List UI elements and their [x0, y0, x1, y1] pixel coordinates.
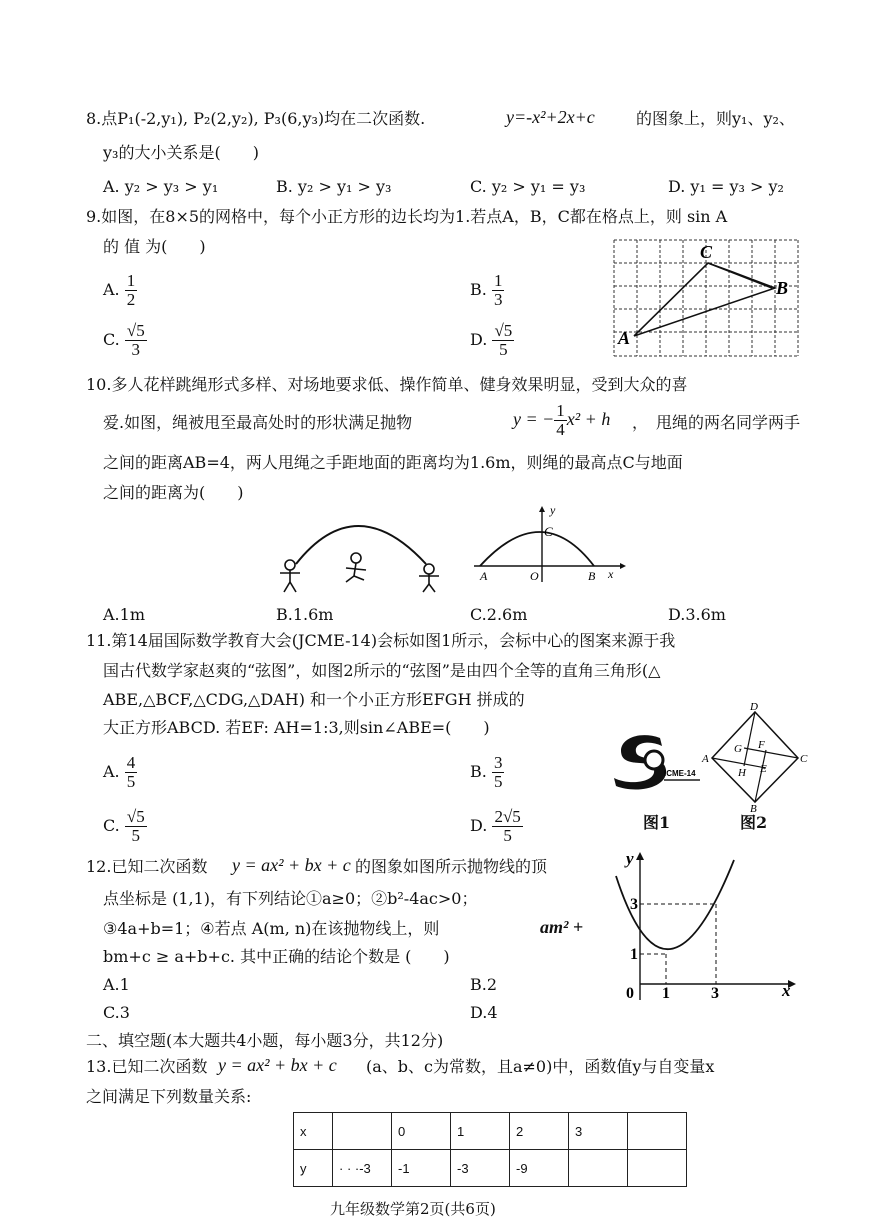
q9-line2: 的 值 为( )	[103, 237, 206, 256]
q10-label-o: O	[530, 569, 539, 583]
q11-option-c: C. $\frac{√5}{5}$	[103, 807, 145, 845]
q8-formula: y=-x²+2x+c	[506, 107, 595, 127]
zhao-shuang-diagram	[700, 700, 810, 815]
table-row	[294, 1150, 687, 1187]
q10-label-c: C	[544, 524, 553, 539]
q10-label-a: A	[480, 569, 488, 583]
q9-line1: 9.如图，在8×5的网格中，每个小正方形的边长均为1.若点A，B，C都在格点上，则 sin A	[86, 207, 728, 226]
q11-option-d: D. $\frac{2√5}{5}$	[470, 807, 521, 845]
table-row	[294, 1113, 687, 1150]
q13-formula: y = ax² + bx + c	[218, 1055, 337, 1075]
q12-label-x1: 1	[662, 985, 670, 1002]
q10-line4: 之间的距离为( )	[103, 483, 244, 502]
table-cell: 0	[392, 1113, 451, 1150]
q11-line1: 11.第14届国际数学教育大会(JCME-14)会标如图1所示，会标中心的图案来源于我	[86, 631, 676, 650]
q8-text-b: 的图象上，则y₁、y₂、	[636, 109, 795, 128]
q12-line3: ③4a+b=1；④若点 A(m, n)在该抛物线上，则	[103, 919, 440, 938]
fig2-label-f: F	[758, 739, 765, 751]
q12-label-origin: 0	[626, 985, 634, 1002]
q10-option-a: A.1m	[103, 605, 145, 624]
q10-option-c: C.2.6m	[470, 605, 528, 624]
page-footer: 九年级数学第2页(共6页)	[330, 1200, 496, 1218]
q11-line4: 大正方形ABCD. 若EF: AH=1:3,则sin∠ABE=( )	[103, 718, 490, 737]
table-cell: y	[294, 1150, 333, 1187]
q10-line1: 10.多人花样跳绳形式多样、对场地要求低、操作简单、健身效果明显，受到大众的喜	[86, 375, 688, 394]
q13-line2: 之间满足下列数量关系:	[86, 1087, 252, 1106]
table-cell	[333, 1113, 392, 1150]
q12-parabola-figure	[610, 846, 800, 1002]
fig2-label-b: B	[750, 803, 757, 815]
fig2-label-h: H	[738, 767, 746, 779]
q10-line3: 之间的距离AB=4，两人甩绳之手距地面的距离均为1.6m，则绳的最高点C与地面	[103, 453, 683, 472]
q12-line3-formula: am² +	[540, 917, 584, 937]
table-cell: -9	[510, 1150, 569, 1187]
q8-text-c: y₃的大小关系是( )	[103, 143, 259, 162]
table-cell: 2	[510, 1113, 569, 1150]
table-cell: 3	[569, 1113, 628, 1150]
q13-line1a: 13.已知二次函数	[86, 1057, 208, 1076]
q10-line2b: ， 甩绳的两名同学两手	[632, 413, 801, 432]
q9-option-c: C. $\frac{√5}{3}$	[103, 321, 145, 359]
table-cell	[628, 1150, 687, 1187]
q13-value-table	[293, 1112, 687, 1187]
table-cell	[628, 1113, 687, 1150]
q12-option-c: C.3	[103, 1003, 130, 1022]
q12-option-a: A.1	[103, 975, 130, 994]
q10-label-x: x	[608, 567, 614, 581]
q11-option-a: A. $\frac{4}{5}$	[103, 753, 136, 791]
fig2-caption: 图2	[740, 813, 768, 832]
jump-rope-figure	[276, 520, 446, 592]
q8-option-c: C. y₂ > y₁ = y₃	[470, 177, 586, 196]
q9-option-b: B. $\frac{1}{3}$	[470, 271, 503, 309]
table-cell: 1	[451, 1113, 510, 1150]
icme-logo	[608, 730, 704, 792]
fig2-label-e: E	[760, 763, 767, 775]
q13-line1b: (a、b、c为常数，且a≠0)中，函数值y与自变量x	[366, 1057, 715, 1076]
q11-line2: 国古代数学家赵爽的“弦图”，如图2所示的“弦图”是由四个全等的直角三角形(△	[103, 661, 661, 680]
fig2-label-g: G	[734, 743, 742, 755]
q8-text-a: 8.点P₁(-2,y₁), P₂(2,y₂), P₃(6,y₃)均在二次函数.	[86, 109, 426, 128]
q12-line1b: 的图象如图所示抛物线的顶	[355, 857, 548, 876]
table-cell	[569, 1150, 628, 1187]
q10-label-b: B	[588, 569, 596, 583]
q12-label-x3: 3	[711, 985, 719, 1002]
q9-option-d: D. $\frac{√5}{5}$	[470, 321, 513, 359]
q12-label-y: y	[626, 849, 634, 868]
q12-line1a: 12.已知二次函数	[86, 857, 208, 876]
table-cell: -3	[451, 1150, 510, 1187]
q12-label-y1: 1	[630, 946, 638, 963]
table-cell: · · ·-3	[333, 1150, 392, 1187]
q9-grid-figure	[612, 238, 802, 360]
q8-option-b: B. y₂ > y₁ > y₃	[276, 177, 392, 196]
fig2-label-d: D	[750, 701, 758, 713]
q11-line3: ABE,△BCF,△CDG,△DAH) 和一个小正方形EFGH 拼成的	[103, 690, 525, 709]
q12-line2: 点坐标是 (1,1)，有下列结论①a≥0；②b²-4ac>0；	[103, 889, 478, 908]
q12-label-x: x	[782, 981, 791, 1000]
q9-label-b: B	[776, 278, 789, 298]
table-cell: x	[294, 1113, 333, 1150]
q12-option-d: D.4	[470, 1003, 498, 1022]
q10-parabola-figure	[470, 504, 630, 584]
fig1-caption: 图1	[643, 813, 671, 832]
icme-logo-text: ICME-14	[664, 769, 696, 778]
fig2-label-c: C	[800, 753, 808, 765]
q9-label-a: A	[618, 328, 631, 348]
q10-formula: y = − $\frac{1}{4}$ x² + h	[513, 401, 611, 439]
q8-option-d: D. y₁ = y₃ > y₂	[668, 177, 784, 196]
q10-line2a: 爱.如图，绳被甩至最高处时的形状满足抛物	[103, 413, 413, 432]
q12-line4: bm+c ≥ a+b+c. 其中正确的结论个数是 ( )	[103, 947, 450, 966]
q10-label-y: y	[550, 503, 556, 517]
table-cell: -1	[392, 1150, 451, 1187]
q12-formula: y = ax² + bx + c	[232, 855, 351, 875]
q8-option-a: A. y₂ > y₃ > y₁	[103, 177, 219, 196]
q9-option-a: A. $\frac{1}{2}$	[103, 271, 136, 309]
q10-option-b: B.1.6m	[276, 605, 334, 624]
fig2-label-a: A	[702, 753, 709, 765]
q9-label-c: C	[700, 242, 713, 262]
section-2-heading: 二、填空题(本大题共4小题，每小题3分，共12分)	[86, 1031, 444, 1050]
q10-option-d: D.3.6m	[668, 605, 726, 624]
q12-label-y3: 3	[630, 896, 638, 913]
q11-option-b: B. $\frac{3}{5}$	[470, 753, 503, 791]
q12-option-b: B.2	[470, 975, 498, 994]
